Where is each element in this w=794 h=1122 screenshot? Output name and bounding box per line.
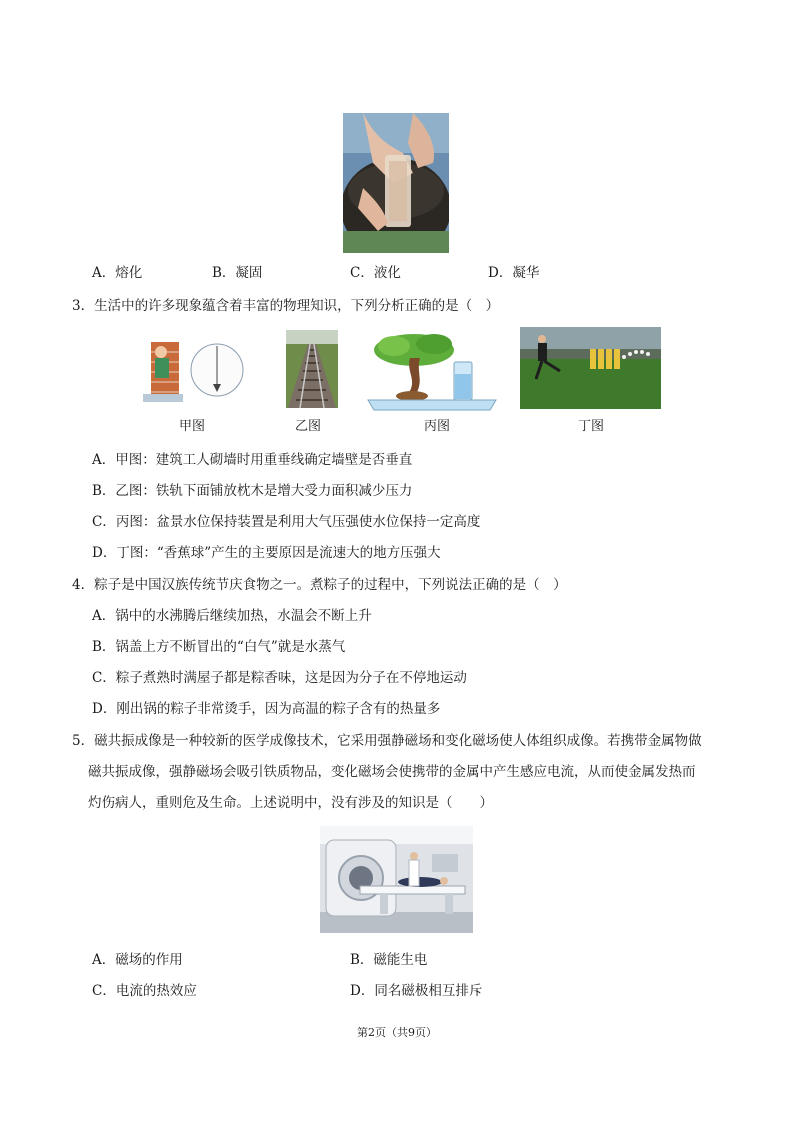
caption-jia: 甲图 — [178, 419, 205, 434]
q5-stem-line-1: 5．磁共振成像是一种较新的医学成像技术，它采用强静磁场和变化磁场使人体组织成像。若携带金属物做 — [72, 733, 702, 749]
q2-option-d: D．凝华 — [488, 265, 540, 281]
q4-stem: 4．粽子是中国汉族传统节庆食物之一。煮粽子的过程中，下列说法正确的是（ ） — [72, 577, 567, 593]
q2-option-a: A．熔化 — [92, 265, 143, 281]
q5-stem-line-2: 磁共振成像，强静磁场会吸引铁质物品，变化磁场会使携带的金属中产生感应电流，从而使金属发热而 — [88, 764, 696, 780]
q3-option-b: B．乙图：铁轨下面铺放枕木是增大受力面积减少压力 — [92, 483, 413, 499]
caption-ding: 丁图 — [577, 419, 604, 434]
q3-stem: 3．生活中的许多现象蕴含着丰富的物理知识，下列分析正确的是（ ） — [72, 298, 500, 314]
ice-melting-photo — [343, 113, 449, 253]
q4-option-b: B．锅盖上方不断冒出的“白气”就是水蒸气 — [92, 639, 346, 655]
caption-bing: 丙图 — [423, 419, 450, 434]
q3-option-d: D．丁图：“香蕉球”产生的主要原因是流速大的地方压强大 — [92, 545, 441, 561]
q4-option-a: A．锅中的水沸腾后继续加热，水温会不断上升 — [92, 608, 372, 624]
q2-option-b: B．凝固 — [212, 265, 263, 281]
q5-option-c: C．电流的热效应 — [92, 983, 197, 999]
q5-option-d: D．同名磁极相互排斥 — [350, 983, 483, 999]
railway-image — [286, 330, 338, 408]
q5-stem-line-3: 灼伤病人，重则危及生命。上述说明中，没有涉及的知识是（ ） — [88, 795, 493, 811]
caption-yi: 乙图 — [294, 419, 321, 434]
q3-option-a: A．甲图：建筑工人砌墙时用重垂线确定墙壁是否垂直 — [92, 452, 413, 468]
q4-option-d: D．刚出锅的粽子非常烫手，因为高温的粽子含有的热量多 — [92, 701, 441, 717]
q5-option-a: A．磁场的作用 — [92, 952, 183, 968]
banana-kick-image — [520, 327, 661, 409]
q3-option-c: C．丙图：盆景水位保持装置是利用大气压强使水位保持一定高度 — [92, 514, 481, 530]
mri-scanner-photo — [320, 826, 473, 933]
plumb-line-image — [133, 336, 249, 402]
q5-option-b: B．磁能生电 — [350, 952, 428, 968]
q4-option-c: C．粽子煮熟时满屋子都是粽香味，这是因为分子在不停地运动 — [92, 670, 467, 686]
page-footer: 第2页（共9页） — [357, 1026, 437, 1039]
q2-option-c: C．液化 — [350, 265, 401, 281]
bonsai-water-device-image — [364, 328, 500, 412]
